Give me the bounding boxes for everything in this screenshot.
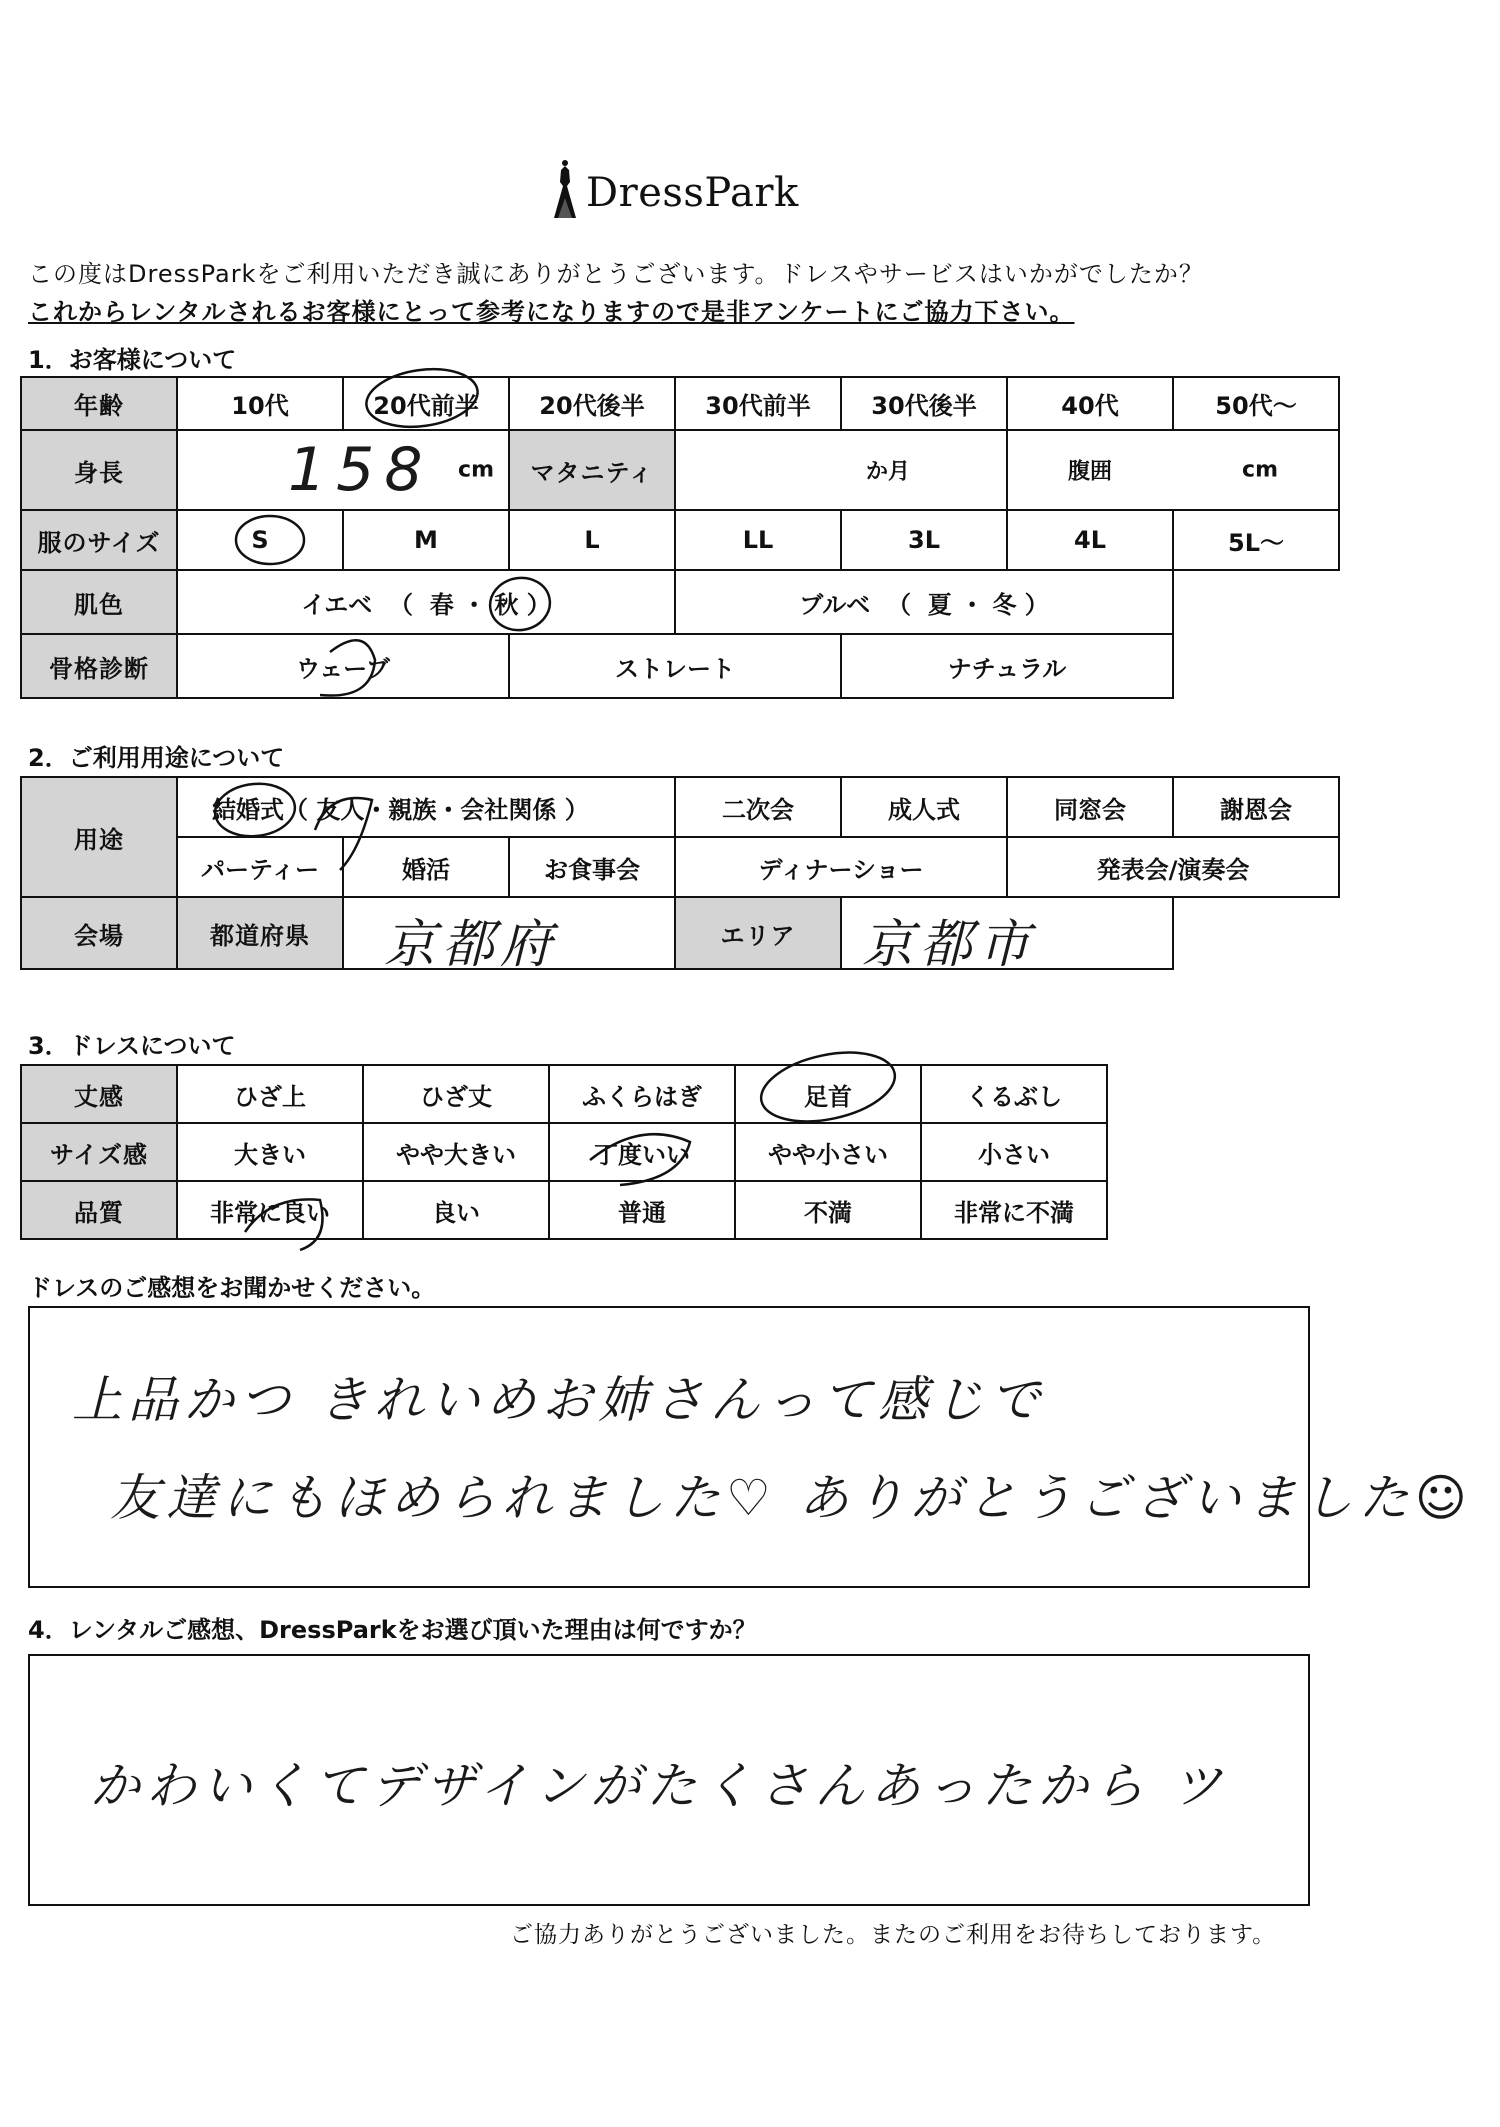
paren-open: （	[388, 590, 413, 619]
dot-separator: ・	[462, 590, 487, 619]
skin-summer[interactable]: 夏	[927, 590, 952, 619]
purpose-coming-of-age[interactable]: 成人式	[841, 777, 1007, 837]
prefecture-label: 都道府県	[177, 897, 343, 969]
fit-large[interactable]: 大きい	[177, 1123, 363, 1181]
age-option-40s[interactable]: 40代	[1007, 377, 1173, 430]
venue-label: 会場	[21, 897, 177, 969]
purpose-thanks-party[interactable]: 謝恩会	[1173, 777, 1339, 837]
reason-answer: かわいくてデザインがたくさんあったから ツ	[90, 1757, 1228, 1815]
height-value: 158	[288, 435, 433, 505]
selection-circle-quality	[245, 1199, 323, 1250]
frame-option-wave[interactable]: ウェーブ	[177, 634, 509, 698]
length-calf[interactable]: ふくらはぎ	[549, 1065, 735, 1123]
height-label: 身長	[21, 430, 177, 510]
area-label: エリア	[675, 897, 841, 969]
purpose-label: 用途	[21, 777, 177, 897]
size-option-5l[interactable]: 5L～	[1173, 510, 1339, 570]
section4-title: 4．レンタルご感想、DressParkをお選び頂いた理由は何ですか？	[28, 1616, 757, 1644]
selection-circle-fit	[590, 1134, 690, 1185]
quality-very-unsatisfied[interactable]: 非常に不満	[921, 1181, 1107, 1239]
waist-unit: cm	[1242, 457, 1278, 483]
skin-label: 肌色	[21, 570, 177, 634]
age-option-50s[interactable]: 50代～	[1173, 377, 1339, 430]
fit-label: サイズ感	[21, 1123, 177, 1181]
selection-circle-friend	[315, 798, 372, 870]
intro-line-2: これからレンタルされるお客様にとって参考になりますので是非アンケートにご協力下さい。	[28, 298, 1075, 326]
age-option-10s[interactable]: 10代	[177, 377, 343, 430]
purpose-recital[interactable]: 発表会/演奏会	[1007, 837, 1339, 897]
size-option-m[interactable]: M	[343, 510, 509, 570]
length-above-knee[interactable]: ひざ上	[177, 1065, 363, 1123]
dot-separator: ・	[960, 590, 985, 619]
blue-base-label: ブルベ	[799, 590, 871, 619]
paren-close: ）	[1024, 590, 1049, 619]
selection-circle-wedding	[213, 780, 298, 840]
size-option-3l[interactable]: 3L	[841, 510, 1007, 570]
length-below-ankle[interactable]: くるぶし	[921, 1065, 1107, 1123]
size-option-l[interactable]: L	[509, 510, 675, 570]
skin-spring[interactable]: 春	[429, 590, 454, 619]
selection-circle-frame	[320, 640, 375, 695]
yellow-base-label: イエベ	[301, 590, 373, 619]
impressions-title: ドレスのご感想をお聞かせください。	[28, 1274, 436, 1302]
fit-slightly-small[interactable]: やや小さい	[735, 1123, 921, 1181]
age-option-late20s[interactable]: 20代後半	[509, 377, 675, 430]
purpose-reunion[interactable]: 同窓会	[1007, 777, 1173, 837]
age-label: 年齢	[21, 377, 177, 430]
impressions-line-2: 友達にもほめられました♡ ありがとうございました☺	[110, 1469, 1473, 1527]
size-option-ll[interactable]: LL	[675, 510, 841, 570]
wedding-detail: （ 友人・親族・会社関係 ）	[284, 795, 589, 824]
purpose-dinner-show[interactable]: ディナーショー	[675, 837, 1007, 897]
fit-just-right[interactable]: 丁度いい	[549, 1123, 735, 1181]
length-ankle[interactable]: 足首	[735, 1065, 921, 1123]
height-unit: cm	[458, 457, 494, 483]
waist-label: 腹囲	[1068, 459, 1113, 485]
wedding-label[interactable]: 結婚式	[212, 795, 284, 824]
brand-name: DressPark	[586, 170, 799, 216]
prefecture-value: 京都府	[384, 915, 559, 969]
maternity-label: マタニティ	[509, 430, 675, 510]
length-label: 丈感	[21, 1065, 177, 1123]
quality-average[interactable]: 普通	[549, 1181, 735, 1239]
size-option-s[interactable]: S	[177, 510, 343, 570]
impressions-line-1: 上品かつ きれいめお姉さんって感じで	[72, 1371, 1046, 1429]
section3-title: 3．ドレスについて	[28, 1032, 236, 1060]
months-unit: か月	[866, 459, 911, 485]
skin-winter[interactable]: 冬	[992, 590, 1017, 619]
selection-circle-size	[236, 516, 304, 564]
quality-very-good[interactable]: 非常に良い	[177, 1181, 363, 1239]
area-value: 京都市	[862, 915, 1037, 969]
frame-label: 骨格診断	[21, 634, 177, 698]
length-knee[interactable]: ひざ丈	[363, 1065, 549, 1123]
purpose-party[interactable]: パーティー	[177, 837, 343, 897]
selection-circle-age	[363, 362, 482, 433]
purpose-after-party[interactable]: 二次会	[675, 777, 841, 837]
quality-unsatisfied[interactable]: 不満	[735, 1181, 921, 1239]
quality-label: 品質	[21, 1181, 177, 1239]
paren-open: （	[886, 590, 911, 619]
section1-title: 1．お客様について	[28, 346, 237, 374]
frame-option-natural[interactable]: ナチュラル	[841, 634, 1173, 698]
age-option-late30s[interactable]: 30代後半	[841, 377, 1007, 430]
fit-slightly-large[interactable]: やや大きい	[363, 1123, 549, 1181]
paren-close: ）	[526, 590, 551, 619]
footer-thanks: ご協力ありがとうございました。またのご利用をお待ちしております。	[510, 1922, 1277, 1948]
quality-good[interactable]: 良い	[363, 1181, 549, 1239]
size-option-4l[interactable]: 4L	[1007, 510, 1173, 570]
skin-autumn[interactable]: 秋	[494, 590, 519, 619]
frame-option-straight[interactable]: ストレート	[509, 634, 841, 698]
selection-circle-autumn	[486, 573, 554, 635]
age-option-early30s[interactable]: 30代前半	[675, 377, 841, 430]
purpose-konkatsu[interactable]: 婚活	[343, 837, 509, 897]
section2-title: 2．ご利用用途について	[28, 744, 285, 772]
age-option-early20s[interactable]: 20代前半	[343, 377, 509, 430]
selection-circle-ankle	[755, 1042, 901, 1133]
intro-line-1: この度はDressParkをご利用いただき誠にありがとうございます。ドレスやサービスはいかがでしたか？	[28, 260, 1204, 288]
purpose-dinner[interactable]: お食事会	[509, 837, 675, 897]
size-label: 服のサイズ	[21, 510, 177, 570]
fit-small[interactable]: 小さい	[921, 1123, 1107, 1181]
